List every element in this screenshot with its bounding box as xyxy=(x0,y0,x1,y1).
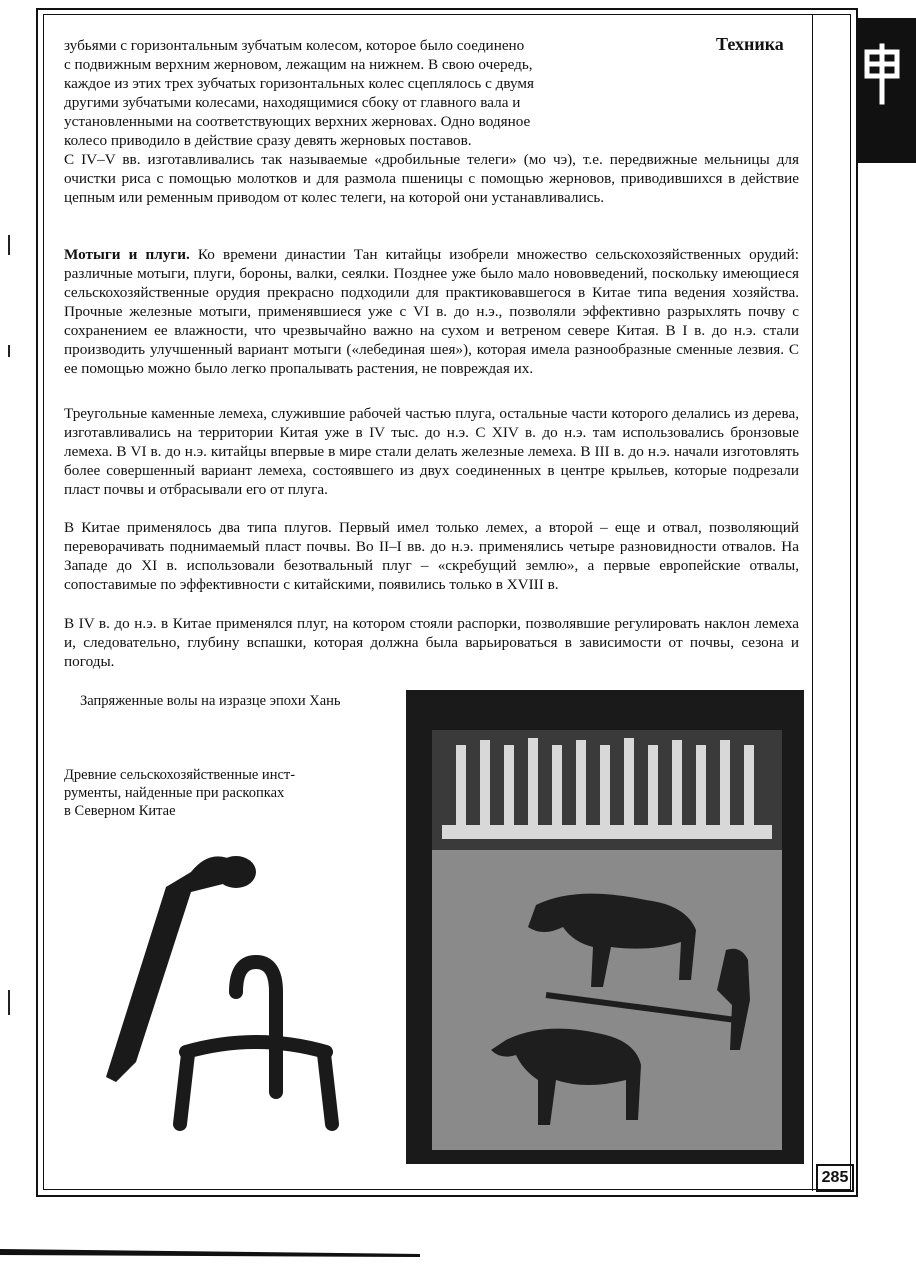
top-paragraph xyxy=(64,36,624,150)
hoe-and-rake-image xyxy=(96,842,376,1172)
ancient-tools-photo xyxy=(96,842,376,1172)
text-line: установленными на соответствующих верхних жерновах. Одно водяное xyxy=(64,113,531,130)
text-line: с подвижным верхним жерновом, лежащим на нижнем. В свою очередь, xyxy=(64,56,533,73)
scan-margin-mark xyxy=(8,345,10,357)
page-number: 285 xyxy=(816,1164,854,1192)
text-line: колесо приводило в действие сразу девять жерновых поставов. xyxy=(64,132,472,149)
text-line: другими зубчатыми колесами, находящимися сбоку от главного вала и xyxy=(64,94,521,111)
chinese-character-jia-icon xyxy=(862,40,902,110)
paragraph-struts: В IV в. до н.э. в Китае применялся плуг, на котором стояли распорки, позволявшие регулировать наклон лемеха и, следовательно, глубину вспашки, которая должна была варьироваться в зависимости от почвы, сезона и погоды. xyxy=(64,615,799,670)
section-title: Техника xyxy=(716,34,784,54)
paragraph-hoes xyxy=(64,245,799,378)
paragraph-shares: Треугольные каменные лемеха, служившие рабочей частью плуга, остальные части которого делались из дерева, изготавливались на территории Китая уже в IV тыс. до н.э. С XIV в. до н.э. там использовались бронзовые лемеха. В VI в. до н.э. китайцы впервые в мире стали делать железные лемеха. В III в. до н.э. начали изготовлять более совершенный вариант лемеха, состоявшего из двух соединенных в центре крыльев, которые подрезали пласт почвы и отбрасывали его от плуга. xyxy=(64,405,799,498)
scan-margin-mark xyxy=(8,235,10,255)
han-tile-photo xyxy=(406,690,804,1164)
caption-oxen-tile: Запряженные волы на изразце эпохи Хань xyxy=(80,693,341,709)
paragraph-plows: В Китае применялось два типа плугов. Первый имел только лемех, а второй – еще и отвал, позволяющий переворачивать поднимаемый пласт почвы. Во II–I вв. до н.э. применялись четыре разновидности отвалов. На Западе до XI в. использовали безотвальный плуг – «скребущий землю», а первые европейские отвалы, сопоставимые по эффективности с китайскими, появились только в XVIII в. xyxy=(64,519,799,593)
paragraph-mills: С IV–V вв. изготавливались так называемые «дробильные телеги» (мо чэ), т.е. передвижные мельницы для очистки риса с помощью молотков и для размола пшеницы с помощью жерновов, приводившихся в действие цепным или ременным приводом от колес телеги, на которой они устанавливались. xyxy=(64,151,799,206)
subsection-heading: Мотыги и плуги. xyxy=(64,246,190,263)
text-line: зубьями с горизонтальным зубчатым колесом, которое было соединено xyxy=(64,37,525,54)
caption-tools: Древние сельскохозяйственные инст- рументы, найденные при раскопках в Северном Китае xyxy=(64,767,296,819)
text-line: каждое из этих трех зубчатых горизонтальных колес сцеплялось с двумя xyxy=(64,75,534,92)
scan-edge-shadow xyxy=(0,1247,420,1257)
oxen-plowing-image xyxy=(406,690,804,1164)
margin-rule xyxy=(812,14,813,1191)
paragraph-text: Ко времени династии Тан китайцы изобрели множество сельскохозяйственных орудий: различные мотыги, плуги, бороны, валки, сеялки. Позднее уже было мало нововведений, поскольку имеющиеся сельскохозяйственные орудия прекрасно подходили для практиковавшегося в Китае типа ведения хозяйства. Прочные железные мотыги, применявшиеся уже с VI в. до н.э., позволяли эффективно разрыхлять почву с сохранением ее влажности, что чрезвычайно важно на сухом и ветреном севере Китая. В I в. до н.э. стали производить улучшенный вариант мотыги («лебединая шея»), которая имела разнообразные сменные лезвия. С ее помощью можно было легко пропалывать растения, не повреждая их. xyxy=(64,246,799,377)
scan-margin-mark xyxy=(8,990,10,1015)
